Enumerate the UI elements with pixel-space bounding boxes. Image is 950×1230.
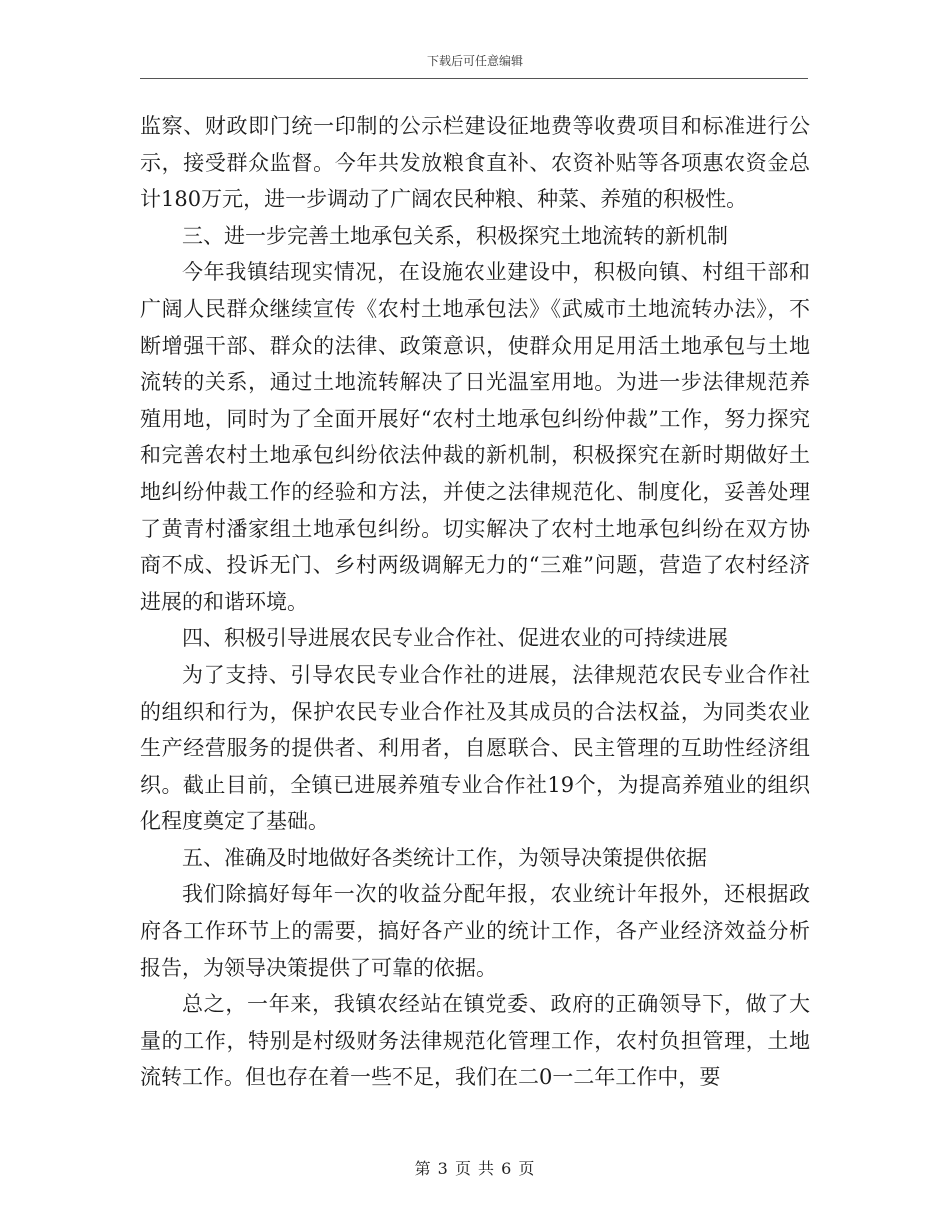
page-header: 下载后可任意编辑 [426,54,523,68]
header-divider [140,78,808,79]
paragraph-1: 监察、财政即门统一印制的公示栏建设征地费等收费项目和标准进行公示，接受群众监督。今年共发放粮食直补、农资补贴等各项惠农资金总计180万元，进一步调动了广阔农民种粮、种菜、养殖的积极性。 [140,114,810,212]
paragraph-summary: 总之，一年来，我镇农经站在镇党委、政府的正确领导下，做了大量的工作，特别是村级财务法律规范化管理工作，农村负担管理，土地流转工作。但也存在着一些不足，我们在二0一二年工作中，要 [140,992,810,1090]
paragraph-statistics: 我们除搞好每年一次的收益分配年报，农业统计年报外，还根据政府各工作环节上的需要，搞好各产业的统计工作，各产业经济效益分析报告，为领导决策提供了可靠的依据。 [140,882,810,980]
page-footer: 第 3 页 共 6 页 [414,1159,536,1178]
section-heading-3: 三、进一步完善土地承包关系，积极探究土地流转的新机制 [182,223,728,248]
section-heading-5: 五、准确及时地做好各类统计工作，为领导决策提供依据 [182,845,707,870]
section-heading-4: 四、积极引导进展农民专业合作社、促进农业的可持续进展 [182,626,728,651]
paragraph-cooperatives: 为了支持、引导农民专业合作社的进展，法律规范农民专业合作社的组织和行为，保护农民专业合作社及其成员的合法权益，为同类农业生产经营服务的提供者、利用者，自愿联合、民主管理的互助性经济组织。截止目前，全镇已进展养殖专业合作社19个，为提高养殖业的组织化程度奠定了基础。 [140,662,810,834]
document-body [140,108,810,1096]
paragraph-land-contract: 今年我镇结现实情况，在设施农业建设中，积极向镇、村组干部和广阔人民群众继续宣传《农村土地承包法》《武威市土地流转办法》，不断增强干部、群众的法律、政策意识，使群众用足用活土地承包与土地流转的关系，通过土地流转解决了日光温室用地。为进一步法律规范养殖用地，同时为了全面开展好“农村土地承包纠纷仲裁”工作，努力探究和完善农村土地承包纠纷依法仲裁的新机制，积极探究在新时期做好土地纠纷仲裁工作的经验和方法，并使之法律规范化、制度化，妥善处理了黄青村潘家组土地承包纠纷。切实解决了农村土地承包纠纷在双方协商不成、投诉无门、乡村两级调解无力的“三难”问题，营造了农村经济进展的和谐环境。 [140,260,810,614]
